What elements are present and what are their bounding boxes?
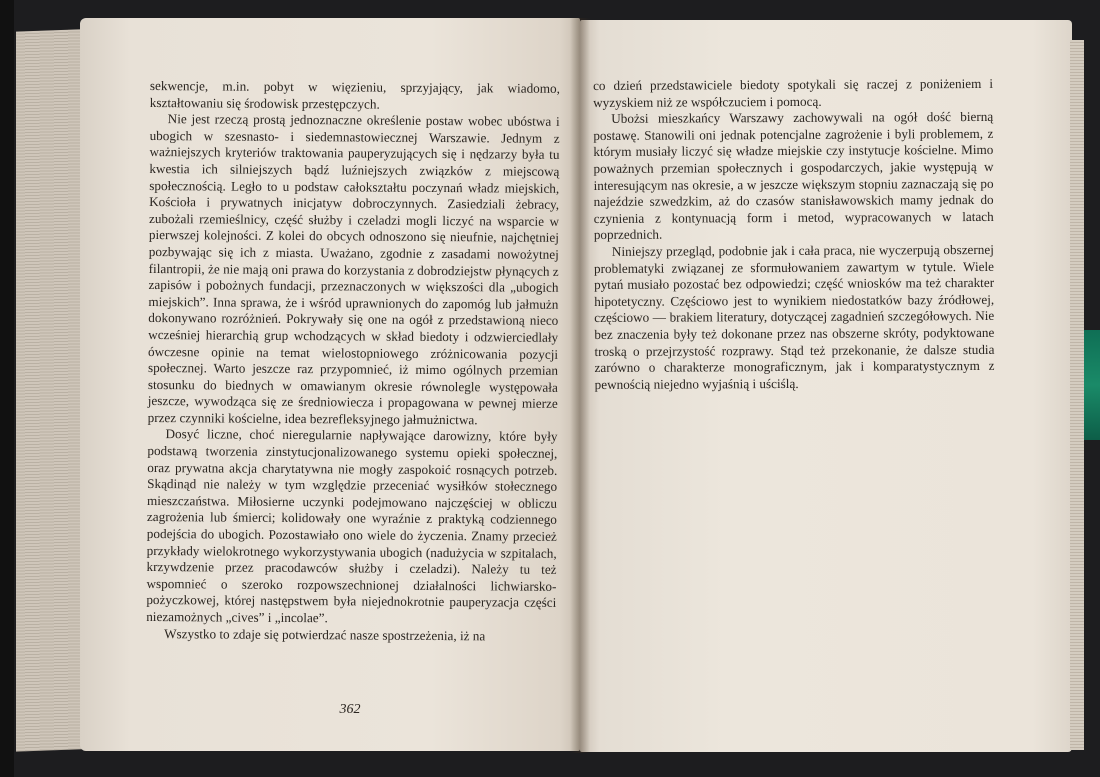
page-number: 362 <box>339 702 361 717</box>
paragraph: Nie jest rzeczą prostą jednoznaczne określenie postaw wobec ubóstwa i ubogich w szesnasto- i siedemnastowiecznej Warszawie. Jednym z ważniejszych kryteriów traktowania pauperyzujących się i nędzarzy była tu kwestia ich silniejszych bądź luźniejszych związków z miejscową społecznością. Legło to u podstaw całokształtu poczynań władz miejskich, Kościoła i prywatnych inicjatyw dobroczynnych. Zasiedziali żebracy, zubożali rzemieślnicy, część służby i czeladzi mogli liczyć na wsparcie w pierwszej kolejności. Z kolei do obcych odnoszono się nieufnie, najchętniej pozbywając się ich z miasta. Uważano, zgodnie z zasadami nowożytnej filantropii, że nie mają oni prawa do korzystania z dobrodziejstw płynących z zapisów i pobożnych fundacji, przeznaczonych w większości dla „ubogich miejskich”. Inna sprawa, że i wśród uprawnionych do zapomóg lub jałmużn dokonywano rozróżnień. Pokrywały się one na ogół z przedstawioną nieco wcześniej hierarchią grup wchodzących w skład biedoty i odzwierciedlały ówczesne opinie na temat wielostopniowego zróżnicowania pozycji społecznej. Warto jeszcze raz przypomnieć, iż mimo ogólnych przemian stosunku do biednych w omawianym okresie równolegle występowała jeszcze, wywodząca się ze średniowiecza i propagowana w pewnej mierze przez czynniki kościelne, idea bezrefleksyjnego jałmużnictwa. <box>147 111 560 428</box>
paragraph: sekwencje, m.in. pobyt w więzieniu, sprzyjający, jak wiadomo, kształtowaniu się środowisk przestępczych. <box>149 78 560 112</box>
paragraph: Niniejszy przegląd, podobnie jak i cała praca, nie wyczerpują obszernej problematyki związanej ze sformułowaniem zawartym w tytule. Wiele pytań musiało pozostać bez odpowiedzi; część wniosków ma też charakter hipotetyczny. Częściowo jest to wynikiem niedostatków bazy źródłowej, częściowo — brakiem literatury, dotyczącej zagadnień szczegółowych. Nie bez znaczenia były też dokonane przez nas obszerne skróty, podyktowane troską o przejrzystość rozprawy. Stąd też przekonanie, że dalsze studia zarówno o charakterze monograficznym, jak i komparatystycznym z pewnością niejedno wyjaśnią i uściślą. <box>593 241 995 392</box>
paragraph: Dosyć liczne, choć nieregularnie napływające darowizny, które były podstawą tworzenia zinstytucjonalizowanego systemu opieki społecznej, oraz prywatna akcja charytatywna nie mogły zaspokoić rosnących potrzeb. Skądinąd nie należy w tym względzie przeceniać wysiłków stołecznego mieszczaństwa. Miłosierne uczynki podejmowano najczęściej w obliczu zagrożenia lub śmierci; kolidowały one wyraźnie z praktyką codziennego podejścia do ubogich. Pozostawiało ono wiele do życzenia. Znamy przecież przykłady wielokrotnego wykorzystywania ubogich (nadużycia w szpitalach, krzywdzenie przez pracodawców służby i czeladzi). Należy tu też wspomnieć o szeroko rozpowszechnionej działalności lichwiarsko-pożyczkowej, której następstwem była niejednokrotnie pauperyzacja części niezamożnych „cives” i „incolae”. <box>146 426 558 626</box>
left-page-text <box>146 78 560 645</box>
book-spine-shadow <box>0 0 14 777</box>
paragraph: Ubożsi mieszkańcy Warszawy zachowywali na ogół dość bierną postawę. Stanowili oni jednak potencjalne zagrożenie i byli problemem, z którym musiały liczyć się władze miejskie czy instytucje kościelne. Mimo poważnych przemian społecznych i gospodarczych, jakie występują w interesującym nas okresie, a w jeszcze większym stopniu zaznaczają się po najeździe szwedzkim, aż do czasów stanisławowskich mamy jednak do czynienia z kontynuacją form i metod, wypracowanych w latach poprzednich. <box>593 109 994 243</box>
paragraph: Wszystko to zdaje się potwierdzać nasze spostrzeżenia, iż na <box>164 625 486 643</box>
right-page-text <box>593 76 995 393</box>
book-gutter <box>570 18 590 753</box>
paragraph: co dzień przedstawiciele biedoty spotykali się raczej z poniżeniem i wyzyskiem niż ze współczuciem i pomocą. <box>593 75 994 110</box>
right-page-edges <box>1070 40 1084 750</box>
